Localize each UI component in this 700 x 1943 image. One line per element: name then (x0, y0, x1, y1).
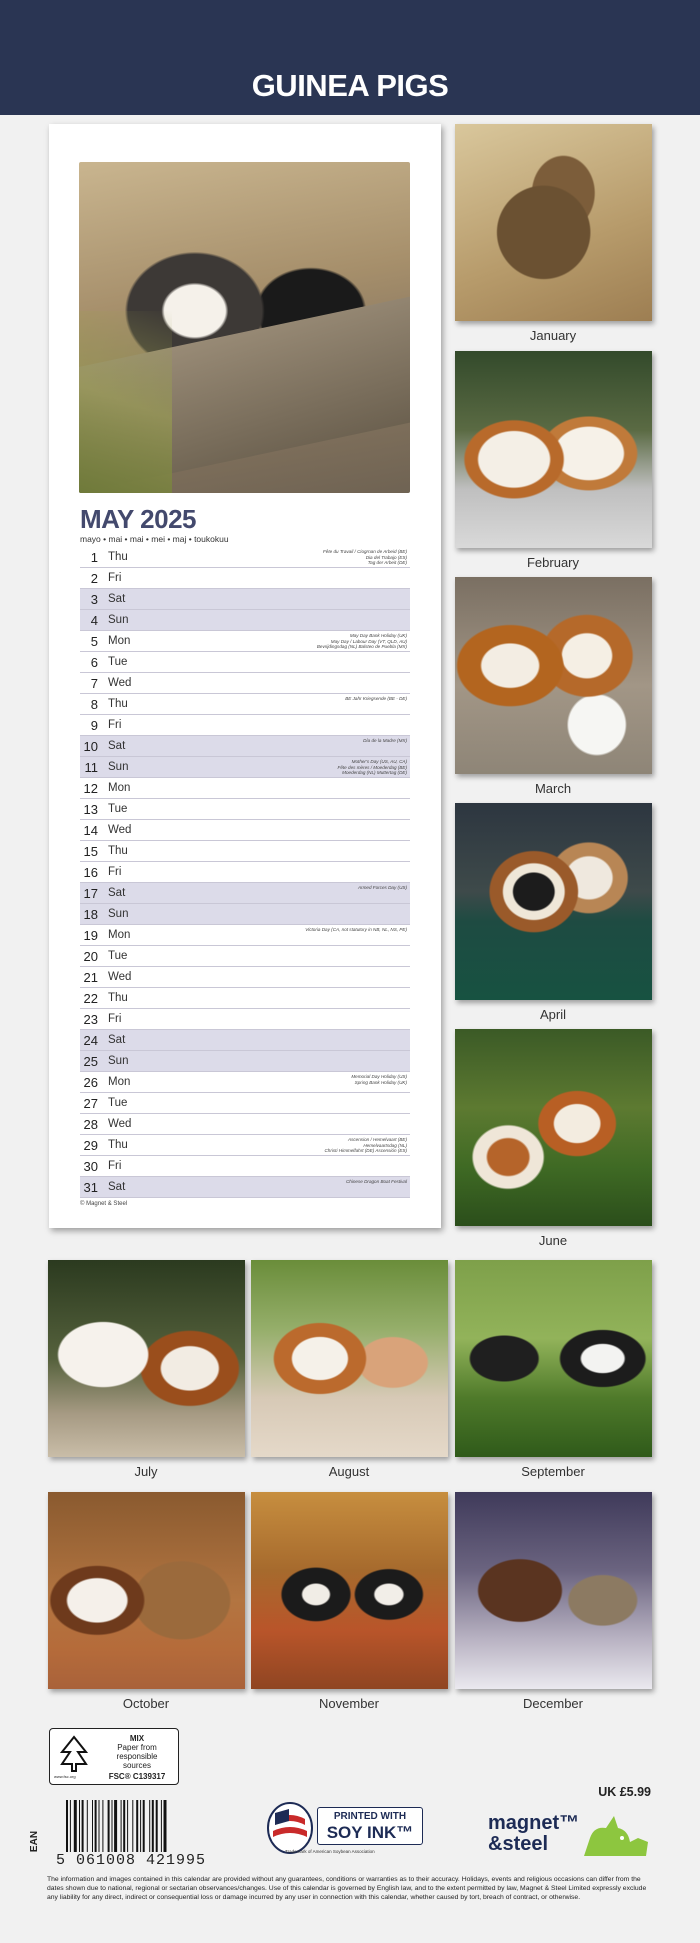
day-of-week: Tue (108, 950, 128, 962)
day-row (80, 757, 410, 778)
day-number: 20 (83, 949, 98, 964)
day-of-week: Mon (108, 1076, 131, 1088)
soy-trademark: Trademark of American Soybean Association (285, 1849, 375, 1854)
thumb-june (455, 1029, 652, 1226)
day-note: Memorial Day Holiday (US) Spring Bank Holiday (UK) (351, 1074, 407, 1085)
calendar-title: GUINEA PIGS (251, 68, 449, 103)
day-note: Día de la Madre (MX) (363, 738, 407, 743)
day-number: 13 (83, 802, 98, 817)
barcode-bar (114, 1800, 117, 1852)
day-of-week: Mon (108, 635, 131, 647)
soy-printed-with: PRINTED WITH (333, 1811, 407, 1822)
day-of-week: Thu (108, 1139, 128, 1151)
day-of-week: Sat (108, 740, 126, 752)
day-row (80, 1114, 410, 1135)
day-of-week: Sat (108, 887, 126, 899)
day-row (80, 799, 410, 820)
barcode-bar (140, 1800, 141, 1852)
fsc-paper-from: Paper from (117, 1743, 157, 1752)
day-of-week: Thu (108, 845, 128, 857)
soy-ink: SOY INK™ (326, 1823, 414, 1842)
day-row (80, 1177, 410, 1198)
day-note: Victoria Day (CA, not statutory in NB, NL, NS, PE) (305, 927, 407, 932)
thumb-february (455, 351, 652, 548)
day-row (80, 736, 410, 757)
day-of-week: Mon (108, 929, 131, 941)
soy-flag-icon (265, 1801, 315, 1855)
day-number: 4 (90, 613, 98, 628)
day-of-week: Fri (108, 719, 122, 731)
thumb-november (251, 1492, 448, 1689)
caption-december: December (523, 1696, 583, 1711)
fsc-mix: MIX (129, 1734, 145, 1743)
day-number: 26 (83, 1075, 98, 1090)
thumb-september (455, 1260, 652, 1457)
day-number: 3 (90, 592, 98, 607)
day-of-week: Sat (108, 1034, 126, 1046)
brand-logo (488, 1813, 579, 1855)
day-number: 12 (83, 781, 98, 796)
barcode-bar (161, 1800, 162, 1852)
day-row (80, 820, 410, 841)
barcode-bar (132, 1800, 133, 1852)
price: UK £5.99 (598, 1785, 651, 1799)
barcode-bar (149, 1800, 150, 1852)
fsc-tree-icon (56, 1734, 92, 1774)
day-row (80, 673, 410, 694)
barcode-bar (102, 1800, 103, 1852)
day-row (80, 1135, 410, 1156)
day-note: Ascension / Hemelvaart (BE) Hemelvaartsdag (NL) Christi Himmelfahrt (DE) Ascensión (ES) (324, 1137, 407, 1154)
day-row (80, 1009, 410, 1030)
barcode-bar (74, 1800, 77, 1852)
barcode-number: 5 061008 421995 (56, 1852, 207, 1869)
caption-january: January (529, 328, 577, 343)
day-number: 23 (83, 1012, 98, 1027)
may-photo (79, 162, 410, 493)
barcode-bar (136, 1800, 138, 1852)
caption-february: February (526, 555, 580, 570)
day-number: 18 (83, 907, 98, 922)
barcode-bar (143, 1800, 145, 1852)
day-row (80, 862, 410, 883)
day-number: 27 (83, 1096, 98, 1111)
day-of-week: Tue (108, 656, 128, 668)
brand-line2: &steel (488, 1833, 549, 1855)
day-of-week: Thu (108, 992, 128, 1004)
caption-april: April (539, 1007, 566, 1022)
day-number: 9 (90, 718, 98, 733)
day-number: 28 (83, 1117, 98, 1132)
barcode-bar (79, 1800, 80, 1852)
day-of-week: Thu (108, 551, 128, 563)
day-grid (80, 547, 410, 1198)
day-number: 6 (90, 655, 98, 670)
day-row (80, 652, 410, 673)
caption-june: June (538, 1233, 568, 1248)
day-number: 5 (90, 634, 98, 649)
caption-october: October (122, 1696, 170, 1711)
fsc-responsible: responsible sources (116, 1752, 158, 1770)
fsc-code: FSC® C139317 (108, 1772, 166, 1781)
day-number: 16 (83, 865, 98, 880)
day-row (80, 967, 410, 988)
day-number: 15 (83, 844, 98, 859)
caption-november: November (319, 1696, 379, 1711)
caption-july: July (134, 1464, 158, 1479)
day-of-week: Sun (108, 1055, 129, 1067)
day-of-week: Thu (108, 698, 128, 710)
day-row (80, 1072, 410, 1093)
day-of-week: Sun (108, 761, 129, 773)
day-row (80, 778, 410, 799)
barcode-bar (164, 1800, 167, 1852)
day-row (80, 925, 410, 946)
day-row (80, 694, 410, 715)
day-of-week: Mon (108, 782, 131, 794)
day-of-week: Tue (108, 1097, 128, 1109)
day-row (80, 946, 410, 967)
barcode-bar (70, 1800, 71, 1852)
day-number: 25 (83, 1054, 98, 1069)
thumb-july (48, 1260, 245, 1457)
day-of-week: Wed (108, 971, 132, 983)
day-row (80, 1030, 410, 1051)
day-number: 7 (90, 676, 98, 691)
day-number: 30 (83, 1159, 98, 1174)
day-of-week: Wed (108, 677, 132, 689)
day-number: 29 (83, 1138, 98, 1153)
day-note: Armed Forces Day (US) (357, 885, 407, 890)
day-of-week: Sat (108, 593, 126, 605)
day-number: 17 (83, 886, 98, 901)
caption-september: September (521, 1464, 585, 1479)
brand-line1: magnet™ (488, 1812, 580, 1834)
fsc-label (49, 1728, 179, 1785)
day-of-week: Sat (108, 1181, 126, 1193)
day-row (80, 1093, 410, 1114)
day-number: 21 (83, 970, 98, 985)
barcode-bar (108, 1800, 110, 1852)
fsc-url: www.fsc.org (54, 1774, 76, 1779)
day-number: 11 (84, 760, 98, 775)
day-note: May Day Bank Holiday (UK) May Day / Labour Day (VT, QLD, AU) Bevrijdingsdag (NL) Balsteo de Puebla (MX) (316, 633, 407, 650)
day-number: 1 (90, 550, 98, 565)
thumb-october (48, 1492, 245, 1689)
day-of-week: Wed (108, 824, 132, 836)
day-of-week: Fri (108, 866, 122, 878)
month-heading: MAY 2025 (80, 504, 196, 534)
barcode-bar (123, 1800, 125, 1852)
day-row (80, 610, 410, 631)
thumb-january (455, 124, 652, 321)
thumb-april (455, 803, 652, 1000)
day-note: BE Jahr Kriegsende (BE - DE) (345, 696, 407, 701)
barcode-bar (99, 1800, 100, 1852)
ean-label: EAN (29, 1830, 41, 1853)
day-of-week: Wed (108, 1118, 132, 1130)
thumb-march (455, 577, 652, 774)
barcode-bar (95, 1800, 97, 1852)
day-note: Fête du Travail / Ciogrnan de Arbeid (BE) Dia del Trabajo (ES) Tag der Arbeit (DE) (322, 549, 407, 566)
barcode-bar (127, 1800, 128, 1852)
day-row (80, 841, 410, 862)
barcode-bar (87, 1800, 88, 1852)
day-number: 19 (83, 928, 98, 943)
barcode (66, 1800, 196, 1852)
barcode-bar (82, 1800, 84, 1852)
day-row (80, 1156, 410, 1177)
day-row (80, 715, 410, 736)
barcode-bar (152, 1800, 154, 1852)
caption-august: August (328, 1464, 370, 1479)
day-row (80, 568, 410, 589)
day-note: Mother's Day (US, AU, CA) Fête des mères / Moederdag (BE) Moederdag (NL) Muttertag (DE) (337, 759, 407, 776)
day-row (80, 1051, 410, 1072)
day-number: 14 (83, 823, 98, 838)
day-row (80, 883, 410, 904)
day-number: 24 (83, 1033, 98, 1048)
day-of-week: Fri (108, 572, 122, 584)
day-of-week: Fri (108, 1013, 122, 1025)
disclaimer: The information and images contained in this calendar are provided without any guarantees, conditions or warranties as to their accuracy. Holidays, events and religious occasions can differ from the dates shown due to national, regional or sectarian observances/changes. Use of this calendar is governed by English law, and to the extent permitted by law, Magnet & Steel Limited expressly exclude any liability for any direct, indirect or consequential loss or damage incurred by any user in connection with this calendar, whether caused by tort, breach of contract, or otherwise. (47, 1876, 647, 1901)
copyright: © Magnet & Steel (80, 1201, 128, 1207)
barcode-bar (121, 1800, 122, 1852)
day-row (80, 631, 410, 652)
day-number: 22 (83, 991, 98, 1006)
day-of-week: Tue (108, 803, 128, 815)
day-number: 31 (83, 1180, 98, 1195)
soy-ink-logo (265, 1797, 427, 1859)
day-of-week: Fri (108, 1160, 122, 1172)
day-row (80, 904, 410, 925)
day-number: 10 (83, 739, 98, 754)
day-of-week: Sun (108, 614, 129, 626)
caption-march: March (534, 781, 572, 796)
day-number: 2 (90, 571, 98, 586)
featured-month-page (49, 124, 441, 1228)
barcode-bar (112, 1800, 113, 1852)
barcode-bar (66, 1800, 68, 1852)
thumb-august (251, 1260, 448, 1457)
day-note: Chinese Dragon Boat Festival (345, 1179, 407, 1184)
barcode-bar (156, 1800, 158, 1852)
day-row (80, 547, 410, 568)
month-translations: mayo • mai • mai • mei • maj • toukokuu (80, 534, 229, 544)
day-of-week: Sun (108, 908, 129, 920)
day-row (80, 988, 410, 1009)
thumb-december (455, 1492, 652, 1689)
dog-cat-logo-icon (580, 1808, 652, 1860)
day-number: 8 (90, 697, 98, 712)
barcode-bar (92, 1800, 93, 1852)
day-row (80, 589, 410, 610)
